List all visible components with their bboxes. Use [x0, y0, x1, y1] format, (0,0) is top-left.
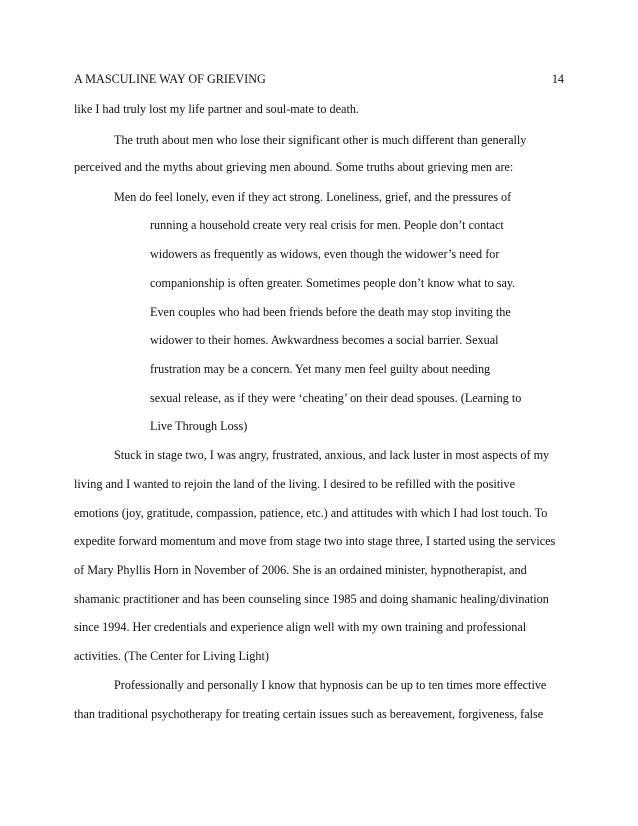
text-line: like I had truly lost my life partner and soul-mate to death. — [74, 102, 359, 116]
text-line: Even couples who had been friends before the death may stop inviting the — [150, 305, 511, 319]
text-line: shamanic practitioner and has been counseling since 1985 and doing shamanic healing/divination — [74, 592, 549, 606]
text-line: of Mary Phyllis Horn in November of 2006. She is an ordained minister, hypnotherapist, and — [74, 563, 527, 577]
text-line: Live Through Loss) — [150, 419, 248, 433]
text-line: living and I wanted to rejoin the land of the living. I desired to be refilled with the positive — [74, 477, 516, 491]
text-line: emotions (joy, gratitude, compassion, patience, etc.) and attitudes with which I had lost touch. To — [74, 506, 548, 520]
text-line: Men do feel lonely, even if they act strong. Loneliness, grief, and the pressures of — [114, 190, 512, 204]
text-line: The truth about men who lose their significant other is much different than generally — [114, 133, 527, 147]
text-line: widowers as frequently as widows, even though the widower’s need for — [150, 247, 500, 261]
text-line: sexual release, as if they were ‘cheating’ on their dead spouses. (Learning to — [150, 391, 522, 405]
text-line: perceived and the myths about grieving men abound. Some truths about grieving men are: — [74, 160, 514, 174]
text-line: than traditional psychotherapy for treating certain issues such as bereavement, forgiveness, false — [74, 707, 544, 721]
text-line: running a household create very real crisis for men. People don’t contact — [150, 218, 504, 232]
running-head-title: A MASCULINE WAY OF GRIEVING — [74, 72, 266, 86]
text-line: since 1994. Her credentials and experience align well with my own training and professional — [74, 620, 527, 634]
text-line: companionship is often greater. Sometimes people don’t know what to say. — [150, 276, 516, 290]
text-line: frustration may be a concern. Yet many men feel guilty about needing — [150, 362, 491, 376]
text-line: expedite forward momentum and move from stage two into stage three, I started using the services — [74, 534, 556, 548]
page-number: 14 — [551, 72, 564, 86]
text-line: Professionally and personally I know that hypnosis can be up to ten times more effective — [114, 678, 547, 692]
text-line: activities. (The Center for Living Light) — [74, 649, 269, 663]
text-line: Stuck in stage two, I was angry, frustrated, anxious, and lack luster in most aspects of my — [114, 448, 550, 462]
text-line: widower to their homes. Awkwardness becomes a social barrier. Sexual — [150, 333, 499, 347]
